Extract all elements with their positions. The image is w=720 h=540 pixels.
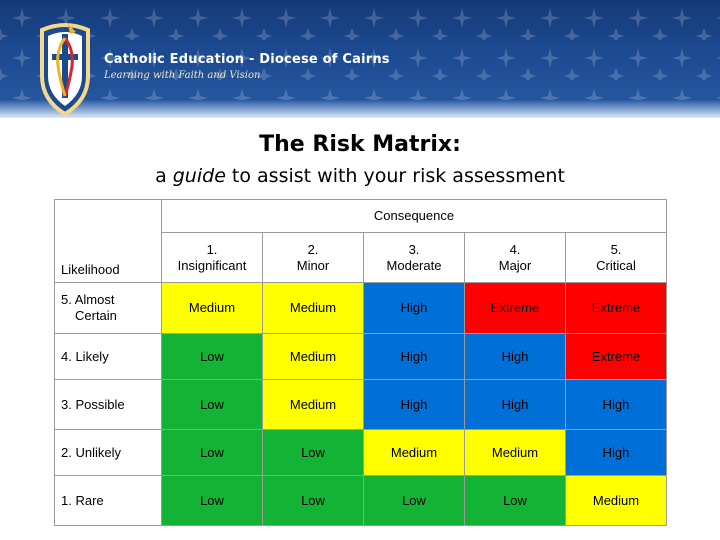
row-label-line1: 5. Almost xyxy=(61,292,115,307)
risk-level-cell: Medium xyxy=(263,283,364,334)
matrix-row xyxy=(55,334,667,380)
consequence-column-header xyxy=(263,233,364,283)
likelihood-row-label xyxy=(55,430,162,476)
consequence-header-row xyxy=(55,200,667,233)
column-label: Critical xyxy=(596,257,636,273)
risk-level-cell: High xyxy=(364,380,465,430)
risk-level-cell: Low xyxy=(162,430,263,476)
subtitle-suffix: to assist with your risk assessment xyxy=(225,165,565,187)
matrix-row xyxy=(55,430,667,476)
consequence-header-cell xyxy=(162,200,667,233)
row-label-line1: 4. Likely xyxy=(61,348,109,364)
risk-level-cell: Low xyxy=(263,430,364,476)
row-label-line1: 2. Unlikely xyxy=(61,444,121,460)
likelihood-row-label xyxy=(55,283,162,334)
risk-level-cell: High xyxy=(465,334,566,380)
column-label: Major xyxy=(498,257,532,273)
risk-level-cell: High xyxy=(566,430,667,476)
row-label-line2: Certain xyxy=(75,308,117,323)
risk-level-cell: Extreme xyxy=(566,283,667,334)
matrix-row xyxy=(55,283,667,334)
risk-level-cell: Low xyxy=(162,476,263,526)
risk-level-cell: High xyxy=(566,380,667,430)
consequence-column-header xyxy=(364,233,465,283)
risk-level-cell: Medium xyxy=(263,334,364,380)
page-title: The Risk Matrix: xyxy=(259,132,461,157)
matrix-body xyxy=(55,200,667,526)
risk-level-cell: Extreme xyxy=(465,283,566,334)
column-number: 3. xyxy=(408,241,420,257)
column-number: 5. xyxy=(610,241,622,257)
consequence-label: Consequence xyxy=(373,208,455,223)
likelihood-row-label xyxy=(55,380,162,430)
page-subtitle xyxy=(0,165,720,187)
column-number: 4. xyxy=(509,241,521,257)
subtitle-emphasis: guide xyxy=(172,165,226,187)
organisation-name: Catholic Education - Diocese of Cairns xyxy=(104,52,390,67)
likelihood-row-label xyxy=(55,334,162,380)
risk-level-cell: Low xyxy=(162,334,263,380)
consequence-column-header xyxy=(465,233,566,283)
organisation-tagline: Learning with Faith and Vision xyxy=(104,70,261,81)
risk-level-cell: High xyxy=(364,334,465,380)
subtitle-prefix: a xyxy=(155,165,173,187)
risk-matrix-table xyxy=(54,199,667,526)
risk-level-cell: Low xyxy=(364,476,465,526)
risk-level-cell: Medium xyxy=(364,430,465,476)
diocese-logo-icon xyxy=(34,20,96,116)
risk-level-cell: Medium xyxy=(566,476,667,526)
likelihood-header-cell xyxy=(55,200,162,283)
consequence-column-header xyxy=(566,233,667,283)
risk-level-cell: High xyxy=(465,380,566,430)
column-label: Minor xyxy=(296,257,330,273)
column-number: 2. xyxy=(307,241,319,257)
header-banner xyxy=(0,0,720,118)
row-label-line1: 3. Possible xyxy=(61,396,125,412)
risk-level-cell: Medium xyxy=(465,430,566,476)
likelihood-label: Likelihood xyxy=(61,262,120,277)
risk-level-cell: High xyxy=(364,283,465,334)
column-number: 1. xyxy=(206,241,218,257)
matrix-row xyxy=(55,380,667,430)
risk-level-cell: Low xyxy=(162,380,263,430)
risk-level-cell: Medium xyxy=(263,380,364,430)
matrix-row xyxy=(55,476,667,526)
row-label-line1: 1. Rare xyxy=(61,492,104,508)
risk-level-cell: Extreme xyxy=(566,334,667,380)
risk-level-cell: Medium xyxy=(162,283,263,334)
likelihood-row-label xyxy=(55,476,162,526)
consequence-column-header xyxy=(162,233,263,283)
column-label: Insignificant xyxy=(177,257,247,273)
column-label: Moderate xyxy=(386,257,442,273)
risk-level-cell: Low xyxy=(465,476,566,526)
banner-fade xyxy=(0,100,720,118)
risk-level-cell: Low xyxy=(263,476,364,526)
